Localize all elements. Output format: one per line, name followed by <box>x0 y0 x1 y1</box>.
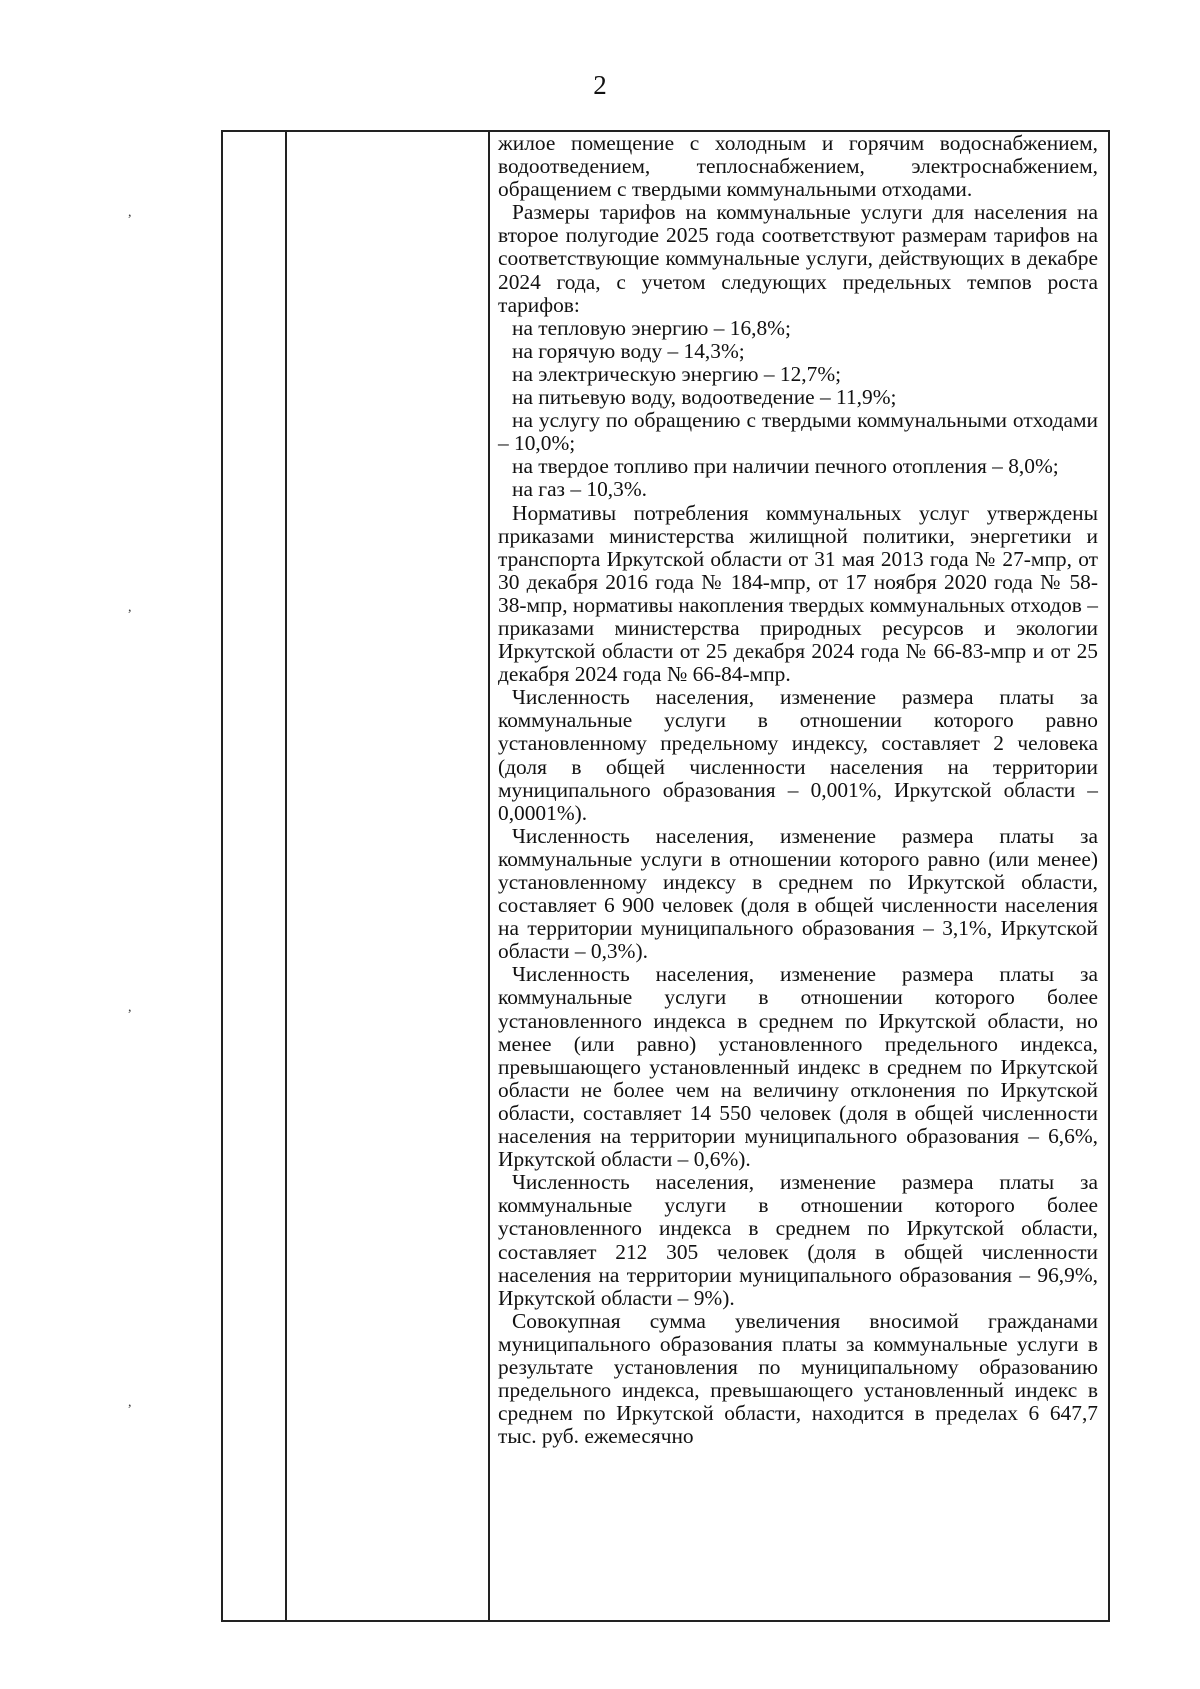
paragraph: Численность населения, изменение размера платы за коммунальные услуги в отношении которого равно (или менее) установленному индексу в среднем по Иркутской области, составляет 6 900 человек (доля в общей численности населения на территории муниципального образования – 3,1%, Иркутской области – 0,3%). <box>498 823 1098 964</box>
tariff-item: на твердое топливо при наличии печного отопления – 8,0%; <box>512 454 1059 479</box>
margin-mark: , <box>128 600 132 615</box>
page-number: 2 <box>593 70 607 100</box>
tariff-item: на электрическую энергию – 12,7%; <box>512 361 842 386</box>
paragraph: Численность населения, изменение размера платы за коммунальные услуги в отношении которого более установленного индекса в среднем по Иркутской области, но менее (или равно) установленного предельного индекса, превышающего установленный индекс в среднем по Иркутской области не более чем на величину отклонения по Иркутской области, составляет 14 550 человек (доля в общей численности населения на территории муниципального образования – 6,6%, Иркутской области – 0,6%). <box>498 962 1098 1172</box>
margin-mark: , <box>128 1395 132 1410</box>
paragraph: Численность населения, изменение размера платы за коммунальные услуги в отношении которого более установленного индекса в среднем по Иркутской области, составляет 212 305 человек (доля в общей численности населения на территории муниципального образования – 96,9%, Иркутской области – 9%). <box>498 1170 1098 1310</box>
paragraph: Нормативы потребления коммунальных услуг утверждены приказами министерства жилищной политики, энергетики и транспорта Иркутской области от 31 мая 2013 года № 27-мпр, от 30 декабря 2016 года № 184-мпр, от 17 ноября 2020 года № 58-38-мпр, нормативы накопления твердых коммунальных отходов – приказами министерства природных ресурсов и экологии Иркутской области от 25 декабря 2024 года № 66-83-мпр и от 25 декабря 2024 года № 66-84-мпр. <box>498 500 1098 687</box>
paragraph: жилое помещение с холодным и горячим водоснабжением, водоотведением, теплоснабжением, электроснабжением, обращением с твердыми коммунальными отходами. <box>498 131 1098 202</box>
paragraph: Размеры тарифов на коммунальные услуги для населения на второе полугодие 2025 года соответствуют размерам тарифов на соответствующие коммунальные услуги, действующих в декабре 2024 года, с учетом следующих предельных темпов роста тарифов: <box>498 200 1098 317</box>
text-cell <box>498 132 1098 1448</box>
paragraph: Численность населения, изменение размера платы за коммунальные услуги в отношении которого равно установленному предельному индексу, составляет 2 человека (доля в общей численности населения на территории муниципального образования – 0,001%, Иркутской области – 0,0001%). <box>498 685 1098 825</box>
tariff-item: на газ – 10,3%. <box>512 477 647 502</box>
tariff-item: на тепловую энергию – 16,8%; <box>512 315 791 340</box>
column-divider <box>488 132 490 1620</box>
margin-mark: , <box>128 1000 132 1015</box>
tariff-item: на горячую воду – 14,3%; <box>512 338 745 363</box>
tariff-item: на питьевую воду, водоотведение – 11,9%; <box>512 385 897 410</box>
column-divider <box>285 132 287 1620</box>
paragraph: Совокупная сумма увеличения вносимой гражданами муниципального образования платы за коммунальные услуги в результате установления по муниципальному образованию предельного индекса, превышающего установленный индекс в среднем по Иркутской области, находится в пределах 6 647,7 тыс. руб. ежемесячно <box>498 1308 1098 1449</box>
document-table <box>221 130 1110 1622</box>
tariff-item: на услугу по обращению с твердыми коммунальными отходами – 10,0%; <box>498 408 1098 456</box>
margin-mark: , <box>128 205 132 220</box>
